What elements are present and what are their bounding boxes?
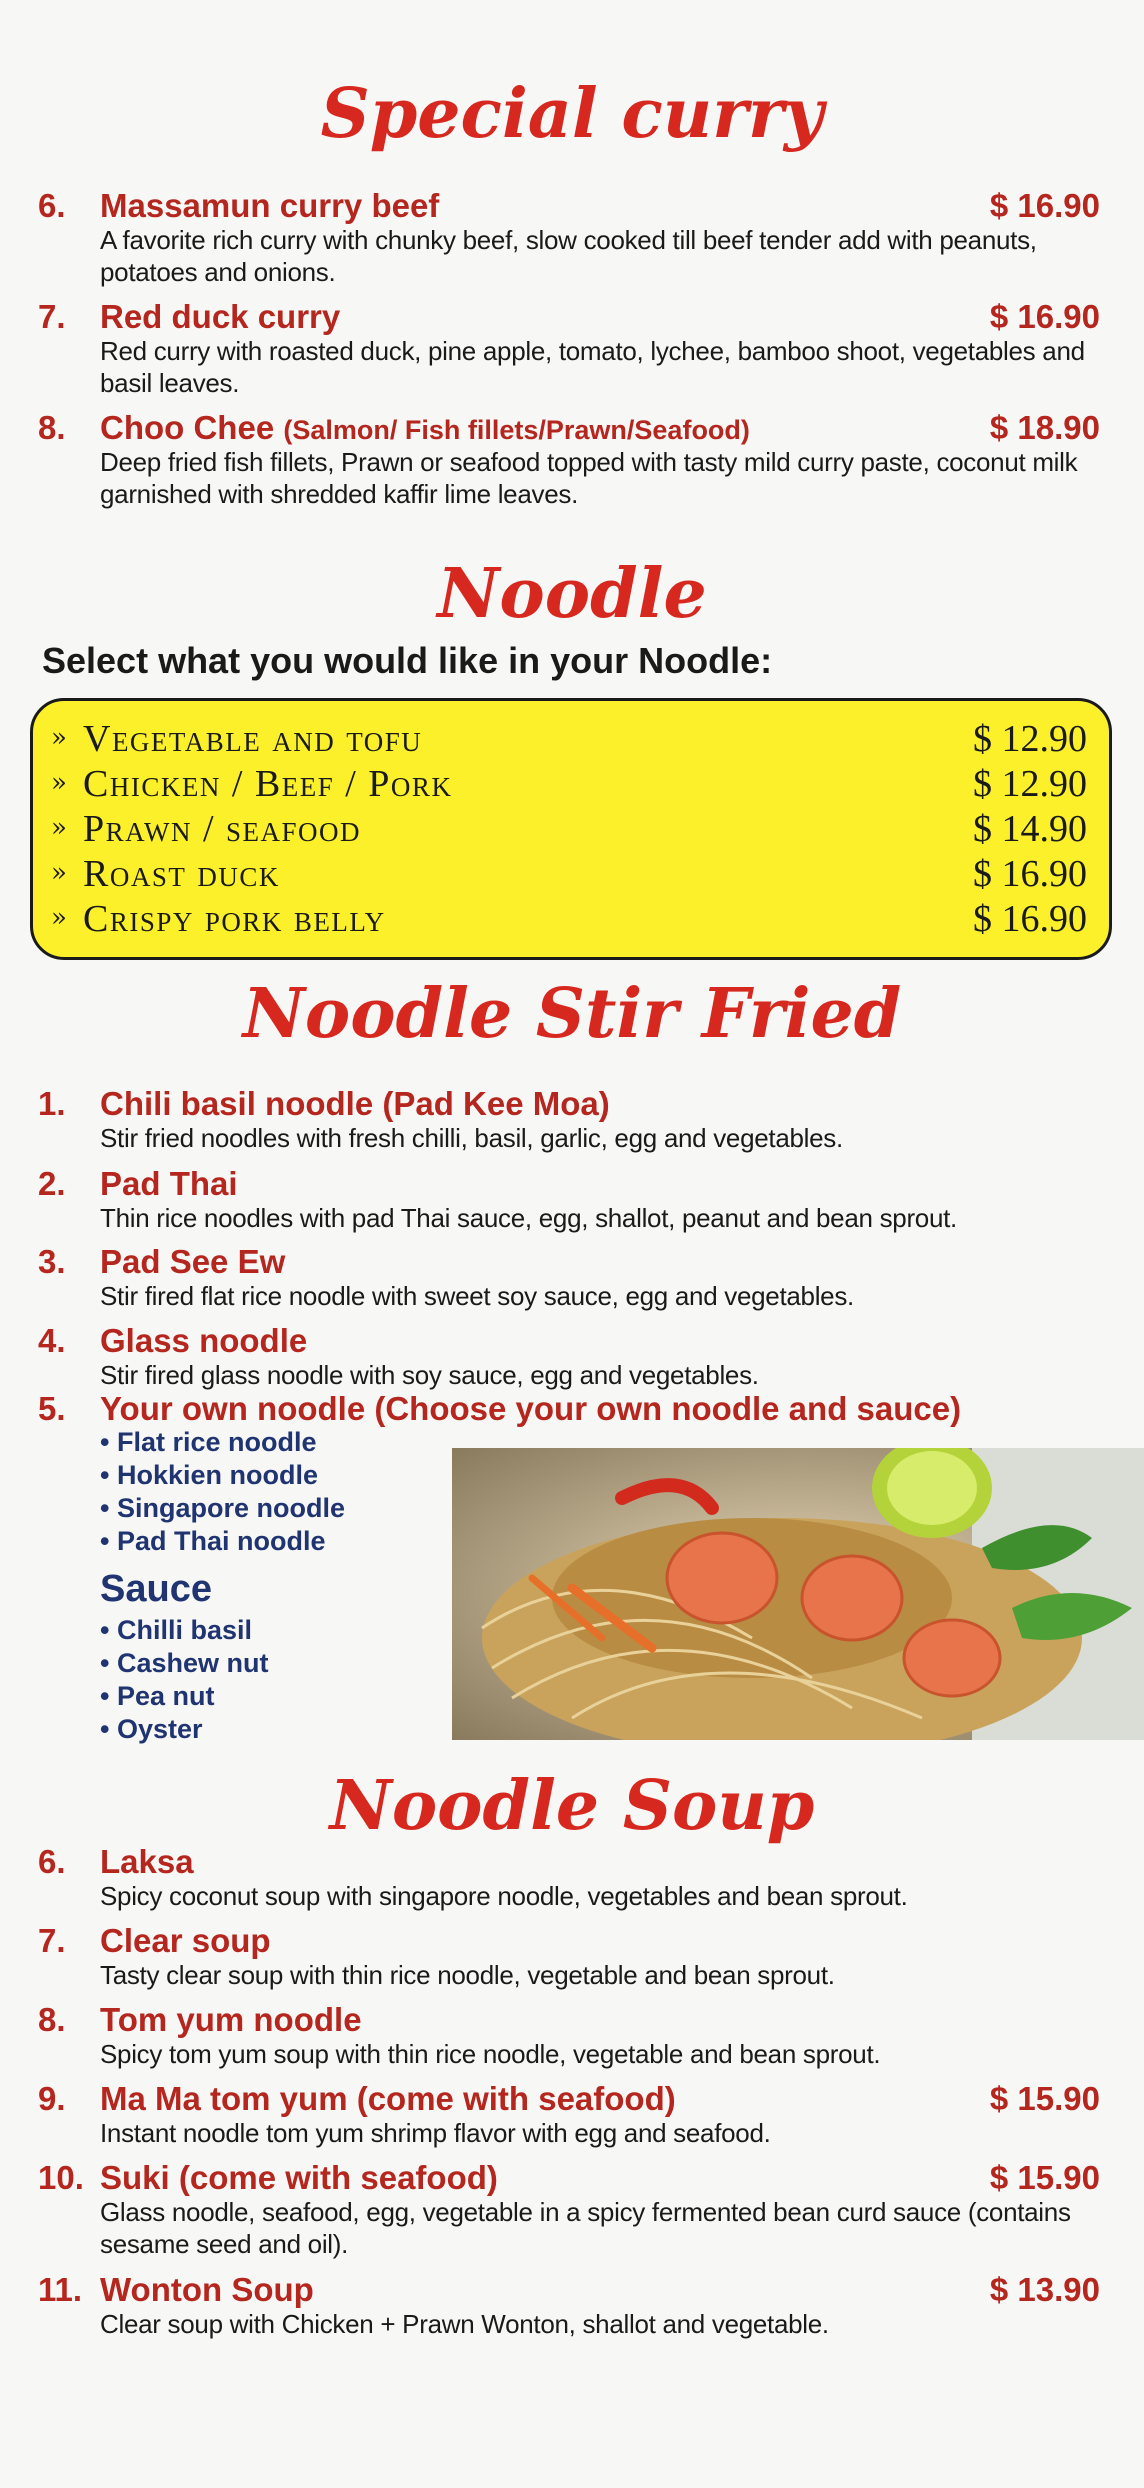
item-description: Thin rice noodles with pad Thai sauce, egg, shallot, peanut and bean sprout. — [100, 1203, 957, 1233]
item-number: 8. — [38, 409, 66, 446]
option-price: $ 12.90 — [973, 718, 1087, 760]
heading-noodle: Noodle — [437, 554, 707, 634]
item-description: Stir fired flat rice noodle with sweet soy sauce, egg and vegetables. — [100, 1281, 854, 1311]
heading-noodle-soup: Noodle Soup — [329, 1766, 815, 1846]
item-price: $ 13.90 — [989, 2271, 1100, 2308]
item-name: Laksa — [100, 1843, 194, 1880]
heading-noodle-stir-fried: Noodle Stir Fried — [242, 974, 902, 1054]
item-number: 4. — [38, 1322, 66, 1359]
item-description: Glass noodle, seafood, egg, vegetable in a spicy fermented bean curd sauce (contains sesame seed and oil). — [100, 2197, 1071, 2259]
noodle-select-instruction: Select what you would like in your Noodle: — [42, 640, 773, 681]
item-name: Clear soup — [100, 1922, 271, 1959]
list-item: • Hokkien noodle — [100, 1460, 318, 1490]
noodle-option — [43, 897, 1103, 942]
list-item: • Pad Thai noodle — [100, 1526, 326, 1556]
item-description: Instant noodle tom yum shrimp flavor with egg and seafood. — [100, 2118, 771, 2148]
item-price: $ 16.90 — [989, 187, 1100, 224]
option-label: Prawn / seafood — [83, 808, 362, 850]
item-name-main: Choo Chee — [100, 409, 284, 446]
option-price: $ 16.90 — [973, 898, 1087, 940]
option-label: Vegetable and tofu — [83, 718, 423, 760]
item-description: Stir fired glass noodle with soy sauce, egg and vegetables. — [100, 1360, 759, 1390]
item-number: 7. — [38, 298, 66, 335]
noodle-option — [43, 807, 1103, 852]
item-price: $ 16.90 — [989, 298, 1100, 335]
chevron-right-icon: » — [51, 723, 67, 753]
list-item: • Cashew nut — [100, 1648, 269, 1678]
noodle-option — [43, 852, 1103, 897]
list-item: • Chilli basil — [100, 1615, 252, 1645]
noodle-option — [43, 717, 1103, 762]
item-name: Ma Ma tom yum (come with seafood) — [100, 2080, 676, 2117]
item-description: A favorite rich curry with chunky beef, slow cooked till beef tender add with peanuts, potatoes and onions. — [100, 225, 1037, 287]
sauce-heading: Sauce — [100, 1568, 212, 1610]
item-name: Your own noodle (Choose your own noodle and sauce) — [100, 1390, 962, 1427]
option-label: Crispy pork belly — [83, 898, 386, 940]
noodle-type-list — [100, 1426, 345, 1558]
pad-thai-photo — [452, 1448, 1144, 1740]
item-name: Pad Thai — [100, 1165, 238, 1202]
item-name: Wonton Soup — [100, 2271, 314, 2308]
option-price: $ 12.90 — [973, 763, 1087, 805]
chevron-right-icon: » — [51, 768, 67, 798]
item-number: 6. — [38, 187, 66, 224]
item-name: Pad See Ew — [100, 1243, 286, 1280]
item-name — [100, 408, 750, 450]
option-price: $ 14.90 — [973, 808, 1087, 850]
option-price: $ 16.90 — [973, 853, 1087, 895]
list-item: • Oyster — [100, 1714, 203, 1744]
chevron-right-icon: » — [51, 813, 67, 843]
item-description: Spicy tom yum soup with thin rice noodle, vegetable and bean sprout. — [100, 2039, 881, 2069]
item-description: Deep fried fish fillets, Prawn or seafood topped with tasty mild curry paste, coconut milk garnished with shredded kaffir lime leaves. — [100, 447, 1078, 509]
chevron-right-icon: » — [51, 858, 67, 888]
item-description: Red curry with roasted duck, pine apple, tomato, lychee, bamboo shoot, vegetables and basil leaves. — [100, 336, 1085, 398]
item-number: 1. — [38, 1085, 66, 1122]
option-label: Chicken / Beef / Pork — [83, 763, 453, 805]
item-description: Clear soup with Chicken + Prawn Wonton, shallot and vegetable. — [100, 2309, 829, 2339]
noodle-options-box — [30, 698, 1112, 960]
item-name: Massamun curry beef — [100, 187, 440, 224]
list-item: • Pea nut — [100, 1681, 215, 1711]
item-number: 5. — [38, 1390, 66, 1427]
item-number: 8. — [38, 2001, 66, 2038]
item-name-options: (Salmon/ Fish fillets/Prawn/Seafood) — [283, 415, 750, 445]
item-price: $ 18.90 — [989, 409, 1100, 446]
item-number: 9. — [38, 2080, 66, 2117]
item-number: 3. — [38, 1243, 66, 1280]
item-description: Stir fried noodles with fresh chilli, basil, garlic, egg and vegetables. — [100, 1123, 843, 1153]
item-number: 6. — [38, 1843, 66, 1880]
item-price: $ 15.90 — [989, 2080, 1100, 2117]
list-item: • Flat rice noodle — [100, 1427, 317, 1457]
item-number: 2. — [38, 1165, 66, 1202]
item-name: Red duck curry — [100, 298, 341, 335]
item-number: 7. — [38, 1922, 66, 1959]
item-name: Chili basil noodle (Pad Kee Moa) — [100, 1085, 610, 1122]
noodle-option — [43, 762, 1103, 807]
sauce-list — [100, 1614, 268, 1746]
heading-special-curry: Special curry — [320, 74, 824, 154]
option-label: Roast duck — [83, 853, 280, 895]
item-description: Spicy coconut soup with singapore noodle, vegetables and bean sprout. — [100, 1881, 908, 1911]
item-number: 10. — [38, 2159, 84, 2196]
item-number: 11. — [38, 2271, 83, 2308]
item-name: Tom yum noodle — [100, 2001, 362, 2038]
chevron-right-icon: » — [51, 903, 67, 933]
list-item: • Singapore noodle — [100, 1493, 345, 1523]
item-name: Glass noodle — [100, 1322, 308, 1359]
item-name: Suki (come with seafood) — [100, 2159, 498, 2196]
item-description: Tasty clear soup with thin rice noodle, vegetable and bean sprout. — [100, 1960, 835, 1990]
item-price: $ 15.90 — [989, 2159, 1100, 2196]
